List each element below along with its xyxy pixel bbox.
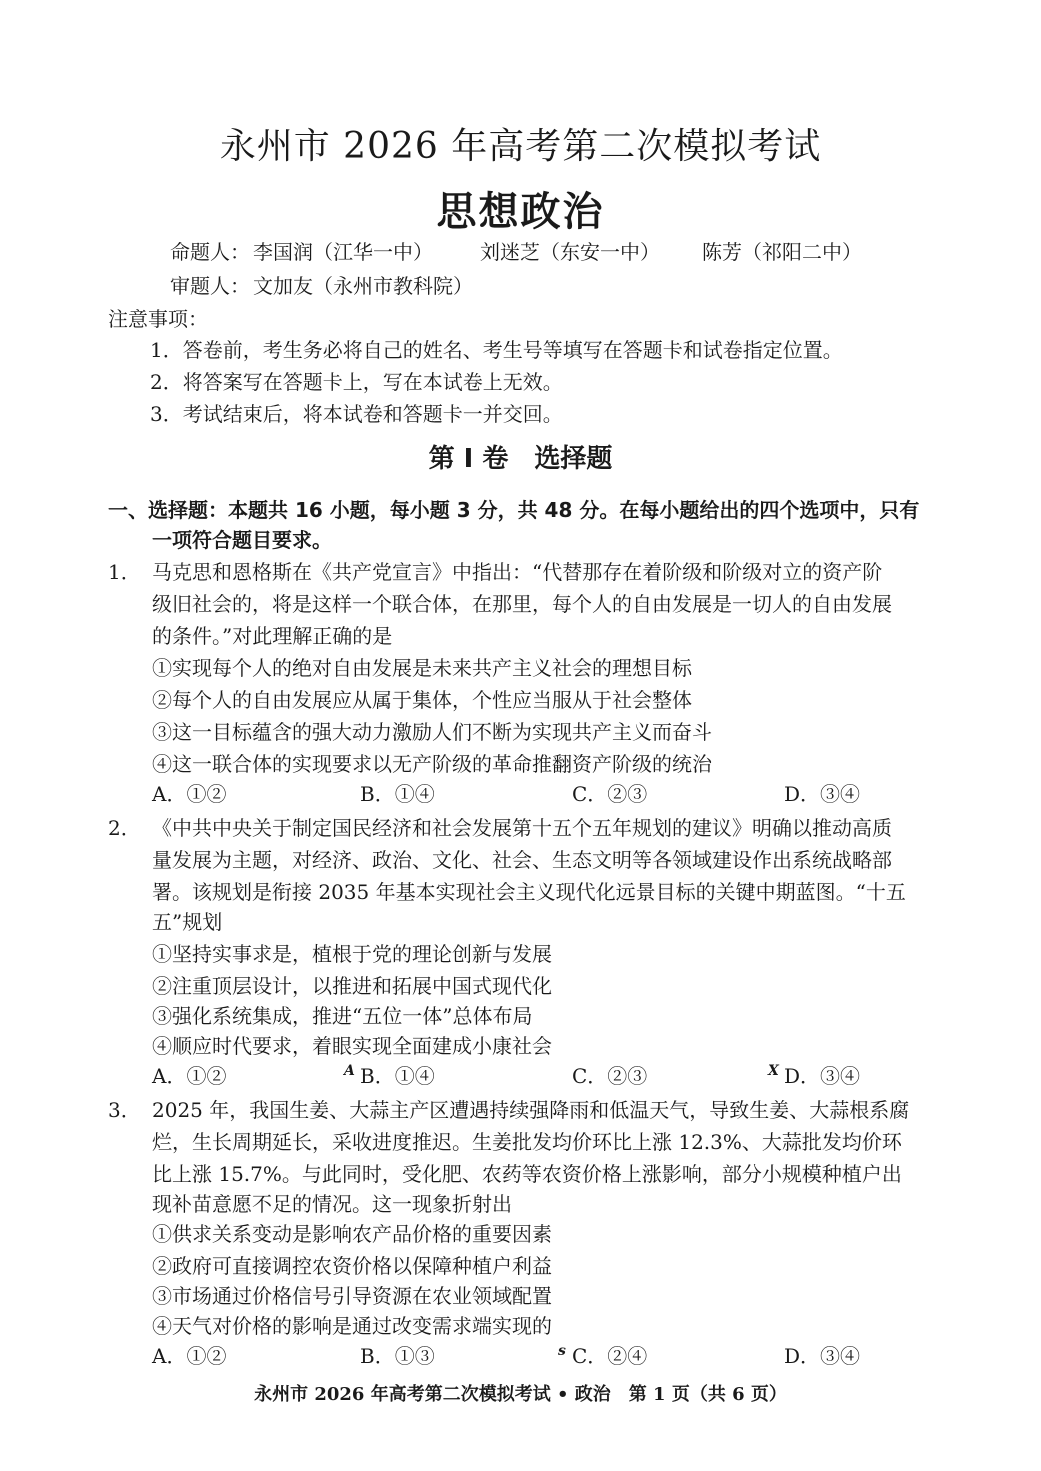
question-3-stem-line-3: 比上涨 15.7%。与此同时，受化肥、农药等农资价格上涨影响，部分小规模种植户出 [152, 1162, 902, 1186]
question-2-option-c: C．②③ [572, 1064, 648, 1088]
author-2: 刘迷芝（东安一中） [480, 240, 660, 264]
question-2-statement-3: ③强化系统集成，推进“五位一体”总体布局 [152, 1004, 533, 1028]
question-2-option-a: A．①② [152, 1064, 227, 1088]
question-1-option-b: B．①④ [360, 782, 435, 806]
page-footer: 永州市 2026 年高考第二次模拟考试 • 政治 第 1 页（共 6 页） [254, 1384, 787, 1405]
question-1-option-c: C．②③ [572, 782, 648, 806]
question-2-option-d: D．③④ [784, 1064, 861, 1088]
notice-item-1: 1．答卷前，考生务必将自己的姓名、考生号等填写在答题卡和试卷指定位置。 [150, 338, 843, 362]
notice-item-3: 3．考试结束后，将本试卷和答题卡一并交回。 [150, 402, 563, 426]
question-2-stem-line-2: 量发展为主题，对经济、政治、文化、社会、生态文明等各领域建设作出系统战略部 [152, 848, 892, 872]
question-2-option-b: B．①④ [360, 1064, 435, 1088]
question-3-stem-line-1: 2025 年，我国生姜、大蒜主产区遭遇持续强降雨和低温天气，导致生姜、大蒜根系腐 [152, 1098, 910, 1122]
question-1-stem-line-2: 级旧社会的，将是这样一个联合体，在那里，每个人的自由发展是一切人的自由发展 [152, 592, 892, 616]
question-3-number: 3． [108, 1098, 141, 1122]
question-2-statement-1: ①坚持实事求是，植根于党的理论创新与发展 [152, 942, 552, 966]
question-1-number: 1． [108, 560, 141, 584]
question-3-option-b: B．①③ [360, 1344, 435, 1368]
question-1-option-d: D．③④ [784, 782, 861, 806]
question-2-statement-2: ②注重顶层设计，以推进和拓展中国式现代化 [152, 974, 552, 998]
reviewer-name: 文加友（永州市教科院） [253, 274, 473, 298]
question-2-stem-line-3: 署。该规划是衔接 2035 年基本实现社会主义现代化远景目标的关键中期蓝图。“十五 [152, 880, 906, 904]
reviewer-label: 审题人： [170, 274, 250, 298]
question-2-statement-4: ④顺应时代要求，着眼实现全面建成小康社会 [152, 1034, 552, 1058]
question-1-statement-1: ①实现每个人的绝对自由发展是未来共产主义社会的理想目标 [152, 656, 692, 680]
section-title: 第 Ⅰ 卷 选择题 [428, 444, 613, 474]
question-3-stem-line-2: 烂，生长周期延长，采收进度推迟。生姜批发均价环比上涨 12.3%、大蒜批发均价环 [152, 1130, 902, 1154]
authors-label: 命题人： [170, 240, 250, 264]
question-1-option-a: A．①② [152, 782, 227, 806]
question-3-statement-3: ③市场通过价格信号引导资源在农业领域配置 [152, 1284, 552, 1308]
section-instruction-line-1: 一、选择题：本题共 16 小题，每小题 3 分，共 48 分。在每小题给出的四个选项中，只有 [108, 498, 920, 522]
question-1-statement-4: ④这一联合体的实现要求以无产阶级的革命推翻资产阶级的统治 [152, 752, 712, 776]
subject-title: 思想政治 [436, 189, 605, 235]
notice-item-2: 2．将答案写在答题卡上，写在本试卷上无效。 [150, 370, 563, 394]
question-1-statement-2: ②每个人的自由发展应从属于集体，个性应当服从于社会整体 [152, 688, 692, 712]
exam-title: 永州市 2026 年高考第二次模拟考试 [219, 126, 822, 167]
question-3-stem-line-4: 现补苗意愿不足的情况。这一现象折射出 [152, 1192, 512, 1216]
question-3-option-c: C．②④ [572, 1344, 648, 1368]
question-1-stem-line-1: 马克思和恩格斯在《共产党宣言》中指出：“代替那存在着阶级和阶级对立的资产阶 [152, 560, 883, 584]
notice-heading: 注意事项： [108, 307, 208, 331]
question-1-stem-line-3: 的条件。”对此理解正确的是 [152, 624, 393, 648]
question-2-number: 2． [108, 816, 141, 840]
question-2-stem-line-4: 五”规划 [152, 910, 223, 934]
question-1-statement-3: ③这一目标蕴含的强大动力激励人们不断为实现共产主义而奋斗 [152, 720, 712, 744]
question-3-statement-2: ②政府可直接调控农资价格以保障种植户利益 [152, 1254, 552, 1278]
question-2-stem-line-1: 《中共中央关于制定国民经济和社会发展第十五个五年规划的建议》明确以推动高质 [152, 816, 892, 840]
author-1: 李国润（江华一中） [253, 240, 433, 264]
question-3-handwritten-mark: s [558, 1343, 566, 1359]
question-3-option-a: A．①② [152, 1344, 227, 1368]
question-3-statement-1: ①供求关系变动是影响农产品价格的重要因素 [152, 1222, 552, 1246]
section-instruction-line-2: 一项符合题目要求。 [152, 528, 332, 552]
author-3: 陈芳（祁阳二中） [702, 240, 862, 264]
question-2-handwritten-mark-1: A [344, 1063, 355, 1079]
question-2-handwritten-mark-2: X [768, 1063, 779, 1079]
question-3-statement-4: ④天气对价格的影响是通过改变需求端实现的 [152, 1314, 552, 1338]
question-3-option-d: D．③④ [784, 1344, 861, 1368]
